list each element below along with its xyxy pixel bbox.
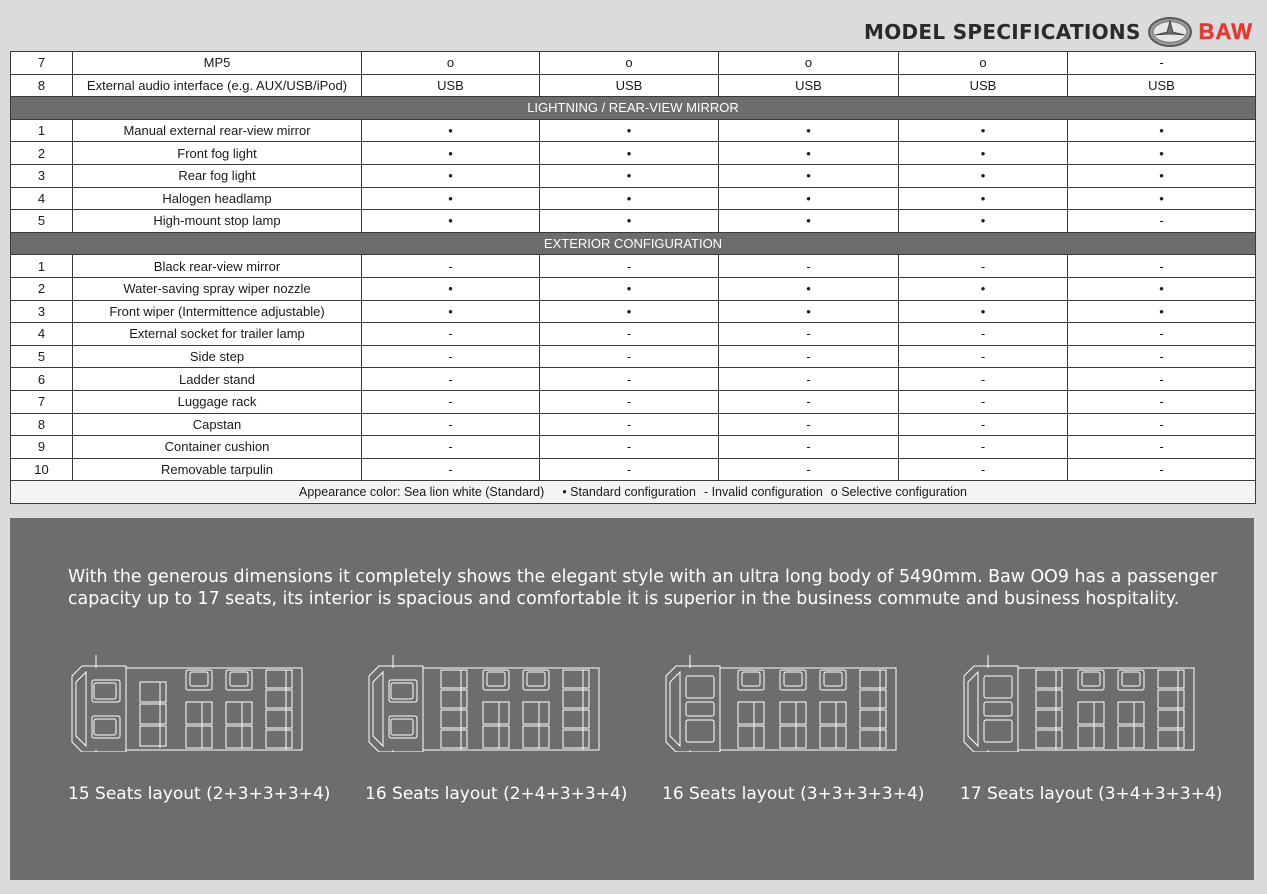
config-value: USB xyxy=(899,74,1068,97)
config-value: - xyxy=(899,345,1068,368)
layout-caption: 16 Seats layout (3+3+3+3+4) xyxy=(662,784,925,804)
table-row xyxy=(11,164,1256,187)
config-value: - xyxy=(899,255,1068,278)
table-row xyxy=(11,300,1256,323)
table-row xyxy=(11,255,1256,278)
layout-panel xyxy=(10,518,1254,880)
config-value: • xyxy=(1068,119,1256,142)
item-name: Container cushion xyxy=(73,436,362,459)
config-value: • xyxy=(540,119,719,142)
section-header xyxy=(11,97,1256,120)
config-value: - xyxy=(362,390,540,413)
config-value: - xyxy=(899,458,1068,481)
config-value: - xyxy=(540,436,719,459)
seat-layout xyxy=(68,652,318,752)
config-value: - xyxy=(1068,210,1256,233)
van-floorplan-diagram xyxy=(365,652,605,752)
table-row xyxy=(11,436,1256,459)
config-value: • xyxy=(719,164,899,187)
config-value: - xyxy=(362,368,540,391)
config-value: o xyxy=(540,52,719,75)
color-note: Appearance color: Sea lion white (Standard) xyxy=(299,485,545,500)
item-name: Manual external rear-view mirror xyxy=(73,119,362,142)
table-row xyxy=(11,52,1256,75)
layout-caption: 16 Seats layout (2+4+3+3+4) xyxy=(365,784,628,804)
config-value: - xyxy=(719,436,899,459)
item-name: Halogen headlamp xyxy=(73,187,362,210)
row-number: 2 xyxy=(11,277,73,300)
panel-description: With the generous dimensions it completely shows the elegant style with an ultra long body of 5490mm. Baw OO9 has a passenger capacity up to 17 seats, its interior is spacious and comfortable it is superior in the business commute and business hospitality. xyxy=(68,567,1218,609)
van-floorplan-diagram xyxy=(68,652,308,752)
config-value: - xyxy=(540,345,719,368)
config-value: - xyxy=(719,413,899,436)
config-value: USB xyxy=(719,74,899,97)
config-value: • xyxy=(1068,142,1256,165)
table-row xyxy=(11,390,1256,413)
row-number: 1 xyxy=(11,255,73,278)
config-value: USB xyxy=(540,74,719,97)
config-value: • xyxy=(362,142,540,165)
config-value: • xyxy=(540,300,719,323)
table-row xyxy=(11,323,1256,346)
config-value: - xyxy=(540,368,719,391)
config-value: • xyxy=(899,210,1068,233)
seat-layout xyxy=(960,652,1210,752)
row-number: 1 xyxy=(11,119,73,142)
config-value: - xyxy=(899,390,1068,413)
config-value: • xyxy=(719,277,899,300)
config-value: o xyxy=(899,52,1068,75)
config-value: - xyxy=(1068,323,1256,346)
config-value: - xyxy=(362,345,540,368)
table-row xyxy=(11,74,1256,97)
van-floorplan-diagram xyxy=(960,652,1200,752)
config-value: - xyxy=(1068,368,1256,391)
config-value: • xyxy=(540,210,719,233)
config-value: • xyxy=(362,277,540,300)
config-value: • xyxy=(719,210,899,233)
config-value: - xyxy=(1068,345,1256,368)
section-title: EXTERIOR CONFIGURATION xyxy=(11,232,1256,255)
config-value: o xyxy=(362,52,540,75)
row-number: 3 xyxy=(11,164,73,187)
config-value: • xyxy=(540,277,719,300)
config-value: • xyxy=(899,300,1068,323)
config-value: USB xyxy=(1068,74,1256,97)
seat-layout xyxy=(365,652,615,752)
legend-selective: o Selective configuration xyxy=(830,485,967,500)
config-value: - xyxy=(719,345,899,368)
config-value: o xyxy=(719,52,899,75)
row-number: 9 xyxy=(11,436,73,459)
config-value: - xyxy=(362,458,540,481)
table-row xyxy=(11,458,1256,481)
config-value: • xyxy=(899,142,1068,165)
item-name: External audio interface (e.g. AUX/USB/iPod) xyxy=(73,74,362,97)
config-value: - xyxy=(719,390,899,413)
item-name: Front fog light xyxy=(73,142,362,165)
config-value: • xyxy=(540,187,719,210)
table-row xyxy=(11,210,1256,233)
config-value: - xyxy=(899,323,1068,346)
config-value: - xyxy=(362,323,540,346)
item-name: Ladder stand xyxy=(73,368,362,391)
brand-name: BAW xyxy=(1198,19,1253,44)
page-header xyxy=(864,14,1253,50)
config-value: • xyxy=(362,164,540,187)
config-value: • xyxy=(1068,277,1256,300)
table-row xyxy=(11,413,1256,436)
item-name: Capstan xyxy=(73,413,362,436)
row-number: 6 xyxy=(11,368,73,391)
config-value: • xyxy=(1068,164,1256,187)
config-value: - xyxy=(540,413,719,436)
config-value: - xyxy=(719,255,899,278)
item-name: High-mount stop lamp xyxy=(73,210,362,233)
config-value: • xyxy=(1068,187,1256,210)
row-number: 2 xyxy=(11,142,73,165)
config-value: - xyxy=(899,436,1068,459)
page-title: MODEL SPECIFICATIONS xyxy=(864,20,1141,44)
table-row xyxy=(11,277,1256,300)
section-title: LIGHTNING / REAR-VIEW MIRROR xyxy=(11,97,1256,120)
config-value: • xyxy=(719,119,899,142)
config-value: - xyxy=(362,436,540,459)
row-number: 3 xyxy=(11,300,73,323)
config-value: - xyxy=(719,368,899,391)
config-value: • xyxy=(899,119,1068,142)
config-value: • xyxy=(899,277,1068,300)
config-value: • xyxy=(362,119,540,142)
config-value: - xyxy=(719,458,899,481)
config-value: • xyxy=(540,164,719,187)
row-number: 7 xyxy=(11,52,73,75)
item-name: Rear fog light xyxy=(73,164,362,187)
config-value: • xyxy=(719,187,899,210)
specification-table xyxy=(10,51,1256,504)
config-value: • xyxy=(719,142,899,165)
row-number: 8 xyxy=(11,413,73,436)
row-number: 7 xyxy=(11,390,73,413)
config-value: - xyxy=(540,323,719,346)
config-value: • xyxy=(1068,300,1256,323)
section-header xyxy=(11,232,1256,255)
config-value: - xyxy=(1068,390,1256,413)
van-floorplan-diagram xyxy=(662,652,902,752)
table-row xyxy=(11,345,1256,368)
config-value: • xyxy=(719,300,899,323)
row-number: 4 xyxy=(11,187,73,210)
brand-emblem-icon xyxy=(1147,15,1193,49)
config-value: • xyxy=(899,187,1068,210)
table-row xyxy=(11,142,1256,165)
config-value: • xyxy=(540,142,719,165)
layout-caption: 17 Seats layout (3+4+3+3+4) xyxy=(960,784,1223,804)
config-value: - xyxy=(1068,413,1256,436)
config-value: - xyxy=(362,255,540,278)
item-name: Black rear-view mirror xyxy=(73,255,362,278)
config-value: - xyxy=(540,390,719,413)
item-name: Water-saving spray wiper nozzle xyxy=(73,277,362,300)
row-number: 8 xyxy=(11,74,73,97)
config-value: • xyxy=(362,300,540,323)
item-name: External socket for trailer lamp xyxy=(73,323,362,346)
table-row xyxy=(11,187,1256,210)
table-footer xyxy=(11,481,1256,504)
config-value: - xyxy=(719,323,899,346)
config-value: - xyxy=(899,368,1068,391)
config-value: - xyxy=(1068,52,1256,75)
item-name: Front wiper (Intermittence adjustable) xyxy=(73,300,362,323)
config-value: - xyxy=(540,255,719,278)
config-value: USB xyxy=(362,74,540,97)
config-value: - xyxy=(1068,436,1256,459)
row-number: 10 xyxy=(11,458,73,481)
seat-layout xyxy=(662,652,912,752)
item-name: MP5 xyxy=(73,52,362,75)
layout-caption: 15 Seats layout (2+3+3+3+4) xyxy=(68,784,331,804)
legend-cell xyxy=(11,481,1256,504)
config-value: - xyxy=(362,413,540,436)
config-value: - xyxy=(1068,458,1256,481)
config-value: - xyxy=(1068,255,1256,278)
item-name: Luggage rack xyxy=(73,390,362,413)
table-row xyxy=(11,368,1256,391)
config-value: • xyxy=(899,164,1068,187)
row-number: 4 xyxy=(11,323,73,346)
config-value: - xyxy=(899,413,1068,436)
config-value: • xyxy=(362,210,540,233)
row-number: 5 xyxy=(11,345,73,368)
item-name: Side step xyxy=(73,345,362,368)
table-row xyxy=(11,119,1256,142)
item-name: Removable tarpulin xyxy=(73,458,362,481)
config-value: • xyxy=(362,187,540,210)
config-value: - xyxy=(540,458,719,481)
legend-standard: • Standard configuration xyxy=(562,485,696,500)
row-number: 5 xyxy=(11,210,73,233)
legend-invalid: - Invalid configuration xyxy=(703,485,823,500)
